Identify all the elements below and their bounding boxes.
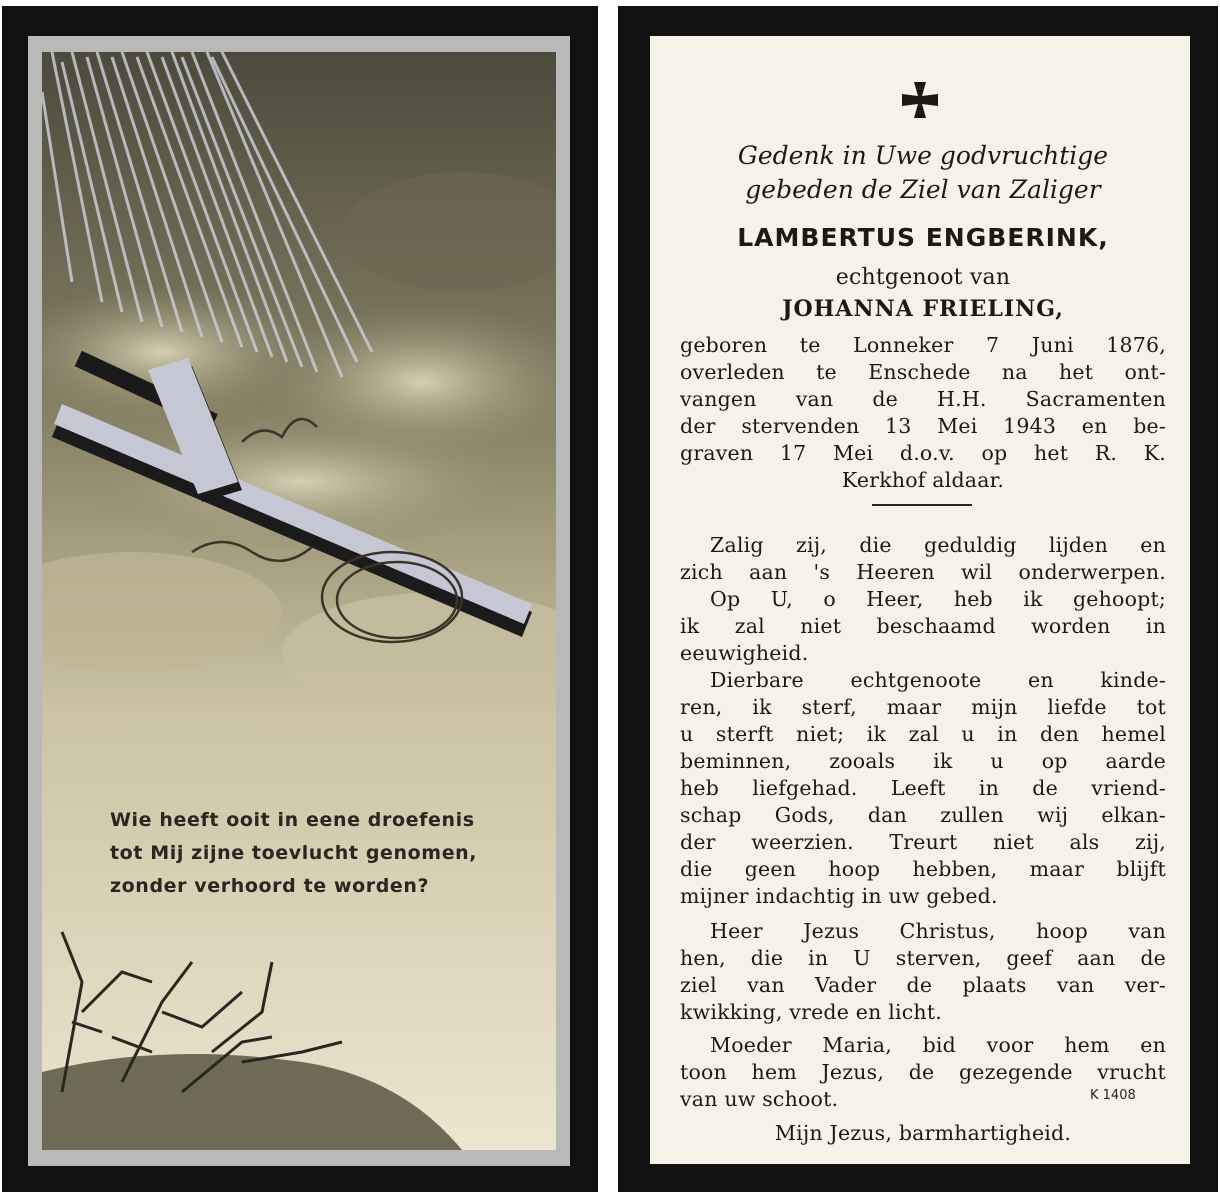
picture-frame	[28, 36, 570, 1166]
prayer-line: ik zal niet beschaamd worden in	[680, 614, 1166, 638]
picture-verse: Wie heeft ooit in eene droefenis tot Mij zijne toevlucht genomen, zonder verhoord te worden?	[110, 809, 478, 897]
prayer-line: der weerzien. Treurt niet als zij,	[680, 830, 1166, 854]
prayer-line: Op U, o Heer, heb ik gehoopt;	[710, 587, 1166, 611]
prayer-line: Moeder Maria, bid voor hem en	[710, 1033, 1166, 1057]
intro-line: gebeden de Ziel van Zaliger	[745, 175, 1101, 204]
prayer-line: Dierbare echtgenoote en kinde-	[710, 668, 1166, 692]
prayer-line: u sterft niet; ik zal u in den hemel	[680, 722, 1166, 746]
prayer-line: ren, ik sterf, maar mijn liefde tot	[680, 695, 1166, 719]
bio-line: Kerkhof aldaar.	[841, 468, 1005, 492]
prayer-line: kwikking, vrede en licht.	[680, 1000, 942, 1024]
devotional-illustration	[42, 52, 556, 1150]
printer-code: K 1408	[1090, 1088, 1136, 1103]
relation-text: echtgenoot van	[835, 265, 1011, 290]
deceased-name: LAMBERTUS ENGBERINK,	[737, 223, 1109, 252]
closing-line: Mijn Jezus, barmhartigheid.	[774, 1121, 1072, 1145]
prayer-line: van uw schoot.	[680, 1087, 839, 1111]
prayer-line: hen, die in U sterven, geef aan de	[680, 946, 1166, 970]
bio-line: vangen van de H.H. Sacramenten	[680, 387, 1166, 411]
prayer-line: ziel van Vader de plaats van ver-	[680, 973, 1166, 997]
prayer-line: heb liefgehad. Leeft in de vriend-	[680, 776, 1166, 800]
prayer-line: toon hem Jezus, de gezegende vrucht	[680, 1060, 1166, 1084]
prayer-line: Heer Jezus Christus, hoop van	[710, 919, 1166, 943]
divider	[872, 504, 972, 506]
prayer-line: beminnen, zooals ik u op aarde	[680, 749, 1166, 773]
prayer-line: eeuwigheid.	[680, 641, 809, 665]
intro-line: Gedenk in Uwe godvruchtige	[737, 141, 1109, 170]
bio-line: geboren te Lonneker 7 Juni 1876,	[680, 333, 1166, 357]
prayer-line: die geen hoop hebben, maar blijft	[680, 857, 1166, 881]
cross-pattee-icon	[900, 80, 940, 120]
spouse-name: JOHANNA FRIELING,	[782, 296, 1064, 322]
prayer-line: zich aan 's Heeren wil onderwerpen.	[680, 560, 1166, 584]
prayer-line: Zalig zij, die geduldig lijden en	[710, 533, 1166, 557]
bio-line: overleden te Enschede na het ont-	[680, 360, 1166, 384]
bio-line: der stervenden 13 Mei 1943 en be-	[680, 414, 1166, 438]
memorial-card-picture-side	[2, 6, 598, 1192]
prayer-line: schap Gods, dan zullen wij elkan-	[680, 803, 1166, 827]
prayer-line: mijner indachtig in uw gebed.	[680, 884, 998, 908]
bio-line: graven 17 Mei d.o.v. op het R. K.	[680, 441, 1166, 465]
text-frame	[650, 36, 1190, 1164]
illustration-artwork	[42, 52, 556, 1150]
memorial-card-text-side	[618, 6, 1218, 1192]
